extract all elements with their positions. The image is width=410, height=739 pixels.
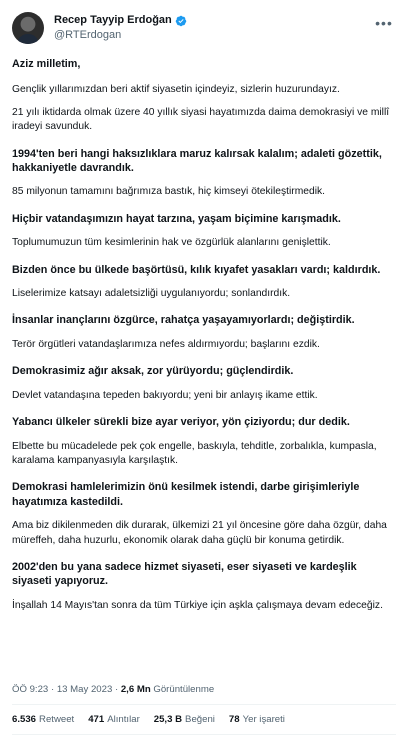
divider [12,734,396,735]
engagement-stats [12,714,285,725]
avatar[interactable] [12,12,44,44]
author-identity[interactable] [54,13,372,43]
author-handle[interactable]: @RTErdogan [54,29,122,41]
tweet-text [12,57,396,613]
tweet-time[interactable]: ÖÖ 9:23 [12,684,49,695]
tweet-paragraph: Demokrasimiz ağır aksak, zor yürüyordu; güçlendirdik. [12,365,294,378]
tweet-paragraph: Demokrasi hamlelerimizin önü kesilmek istendi, darbe girişimleriyle hayatımıza kastedildi. [12,481,360,508]
tweet-paragraph: Ama biz dikilenmeden dik durarak, ülkemizi 21 yıl öncesine göre daha özgür, daha müreffeh, daha huzurlu, ekonomik olarak daha güçlü bir konuma getirdik. [12,520,387,546]
views-count: 2,6 Mn [120,684,151,695]
stat-quotes[interactable]: 471 Alıntılar [88,714,140,725]
tweet-paragraph: İnsanlar inançlarını özgürce, rahatça yaşayamıyorlardı; değiştirdik. [12,314,355,327]
meta-separator: · [114,684,119,695]
tweet-paragraph: Devlet vatandaşına tepeden bakıyordu; yeni bir anlayış ikame ettik. [12,389,318,401]
views-label: Görüntülenme [153,684,215,695]
tweet-paragraph: Toplumumuzun tüm kesimlerinin hak ve özgürlük alanlarını genişlettik. [12,237,331,249]
tweet-paragraph: Bizden önce bu ülkede başörtüsü, kılık kıyafet yasakları vardı; kaldırdık. [12,263,381,276]
divider [12,704,396,705]
tweet-meta [12,684,214,695]
tweet-paragraph: İnşallah 14 Mayıs'tan sonra da tüm Türkiye için aşkla çalışmaya devam edeceğiz. [12,599,383,611]
tweet-paragraph: 21 yılı iktidarda olmak üzere 40 yıllık siyasi hayatımızda daima demokrasiyi ve millî iradeyi savunduk. [12,106,390,133]
tweet-header [12,10,396,46]
stat-likes[interactable]: 25,3 B Beğeni [153,714,215,725]
tweet-paragraph: Liselerimize katsayı adaletsizliği uygulanıyordu; sonlandırdık. [12,288,291,300]
stat-bookmarks[interactable]: 78 Yer işareti [228,714,285,725]
meta-separator: · [50,684,55,695]
tweet-paragraph: Hiçbir vatandaşımızın hayat tarzına, yaşam biçimine karışmadık. [12,212,341,225]
more-horizontal-icon[interactable]: ••• [375,15,393,31]
author-name[interactable]: Recep Tayyip Erdoğan [54,14,172,26]
author-name-row [54,13,372,28]
tweet-paragraph: 2002'den bu yana sadece hizmet siyaseti, eser siyaseti ve kardeşlik siyaseti yapıyoruz. [12,560,357,588]
tweet-paragraph: Yabancı ülkeler sürekli bize ayar veriyor, yön çiziyordu; dur dedik. [12,416,350,429]
tweet-paragraph: 85 milyonun tamamını bağrımıza bastık, hiç kimseyi ötekileştirmedik. [12,186,326,198]
verified-badge-icon [175,15,187,27]
tweet-paragraph: Gençlik yıllarımızdan beri aktif siyasetin içindeyiz, sizlerin huzurundayız. [12,84,340,96]
stat-retweets[interactable]: 6.536 Retweet [12,714,75,725]
tweet-paragraph: Terör örgütleri vatandaşlarımıza nefes aldırmıyordu; başlarını ezdik. [12,338,320,350]
tweet-paragraph: Aziz milletim, [12,58,81,70]
tweet-date[interactable]: 13 May 2023 [56,684,113,695]
tweet-paragraph: 1994'ten beri hangi haksızlıklara maruz kalırsak kalalım; adaleti gözettik, hakkaniyetle davrandık. [12,147,382,175]
tweet-paragraph: Elbette bu mücadelede pek çok engelle, baskıyla, tehditle, zorbalıkla, kumpasla, karalama kampanyasıyla karşılaştık. [12,440,377,466]
